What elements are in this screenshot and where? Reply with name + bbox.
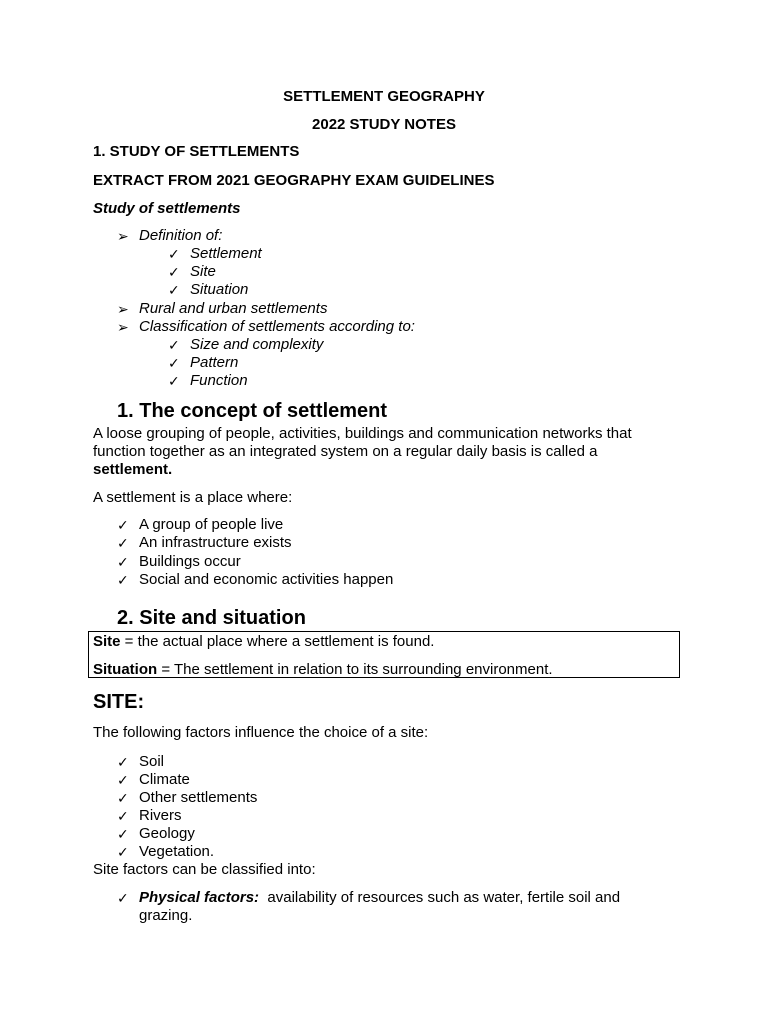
classification-item: Size and complexity bbox=[190, 336, 324, 353]
site-heading: SITE: bbox=[93, 691, 145, 713]
check-icon: ✓ bbox=[117, 826, 129, 842]
physical-factors-line bbox=[139, 889, 620, 907]
check-icon: ✓ bbox=[117, 808, 129, 824]
classification-label: Classification of settlements according to: bbox=[139, 318, 415, 335]
site-intro: The following factors influence the choice of a site: bbox=[93, 724, 429, 741]
study-subheading: Study of settlements bbox=[93, 200, 241, 217]
document-subtitle: 2022 STUDY NOTES bbox=[312, 116, 456, 133]
site-term: Site bbox=[93, 633, 121, 650]
definition-item: Situation bbox=[190, 281, 249, 298]
check-icon: ✓ bbox=[168, 355, 180, 371]
concept-paragraph-line: function together as an integrated system on a regular daily basis is called a bbox=[93, 443, 598, 460]
check-icon: ✓ bbox=[117, 754, 129, 770]
check-icon: ✓ bbox=[117, 517, 129, 533]
check-icon: ✓ bbox=[117, 890, 129, 906]
place-item: Buildings occur bbox=[139, 553, 241, 570]
arrow-bullet-icon: ➢ bbox=[117, 319, 129, 335]
check-icon: ✓ bbox=[117, 844, 129, 860]
situation-definition bbox=[93, 661, 553, 679]
arrow-bullet-icon: ➢ bbox=[117, 301, 129, 317]
place-item: A group of people live bbox=[139, 516, 284, 533]
check-icon: ✓ bbox=[168, 337, 180, 353]
site-definition-text: = the actual place where a settlement is found. bbox=[120, 633, 435, 650]
site-factor: Vegetation. bbox=[139, 843, 215, 860]
arrow-bullet-icon: ➢ bbox=[117, 228, 129, 244]
definition-item: Site bbox=[190, 263, 216, 280]
check-icon: ✓ bbox=[117, 572, 129, 588]
check-icon: ✓ bbox=[168, 264, 180, 280]
check-icon: ✓ bbox=[117, 554, 129, 570]
classification-item: Pattern bbox=[190, 354, 239, 371]
place-item: An infrastructure exists bbox=[139, 534, 292, 551]
check-icon: ✓ bbox=[117, 772, 129, 788]
concept-heading: 1. The concept of settlement bbox=[117, 400, 388, 422]
physical-factors-continuation: grazing. bbox=[139, 907, 193, 924]
physical-factors-text: availability of resources such as water, fertile soil and bbox=[267, 889, 621, 906]
site-factor: Climate bbox=[139, 771, 190, 788]
check-icon: ✓ bbox=[168, 373, 180, 389]
check-icon: ✓ bbox=[117, 790, 129, 806]
check-icon: ✓ bbox=[168, 282, 180, 298]
rural-urban-item: Rural and urban settlements bbox=[139, 300, 328, 317]
site-classified-intro: Site factors can be classified into: bbox=[93, 861, 316, 878]
site-factor: Other settlements bbox=[139, 789, 258, 806]
definition-label: Definition of: bbox=[139, 227, 223, 244]
settlement-term: settlement. bbox=[93, 461, 173, 478]
situation-definition-text: = The settlement in relation to its surrounding environment. bbox=[157, 661, 553, 678]
site-definition bbox=[93, 633, 434, 651]
extract-heading: EXTRACT FROM 2021 GEOGRAPHY EXAM GUIDELINES bbox=[93, 172, 495, 189]
site-factor: Rivers bbox=[139, 807, 182, 824]
check-icon: ✓ bbox=[117, 535, 129, 551]
section-heading-study: 1. STUDY OF SETTLEMENTS bbox=[93, 143, 300, 160]
definition-item: Settlement bbox=[190, 245, 262, 262]
document-title: SETTLEMENT GEOGRAPHY bbox=[283, 88, 485, 105]
concept-paragraph-line: A loose grouping of people, activities, buildings and communication networks that bbox=[93, 425, 632, 442]
classification-item: Function bbox=[190, 372, 248, 389]
site-factor: Geology bbox=[139, 825, 195, 842]
check-icon: ✓ bbox=[168, 246, 180, 262]
physical-factors-label: Physical factors: bbox=[139, 889, 260, 906]
place-intro: A settlement is a place where: bbox=[93, 489, 293, 506]
site-factor: Soil bbox=[139, 753, 165, 770]
place-item: Social and economic activities happen bbox=[139, 571, 394, 588]
situation-term: Situation bbox=[93, 661, 158, 678]
site-situation-heading: 2. Site and situation bbox=[117, 607, 306, 629]
